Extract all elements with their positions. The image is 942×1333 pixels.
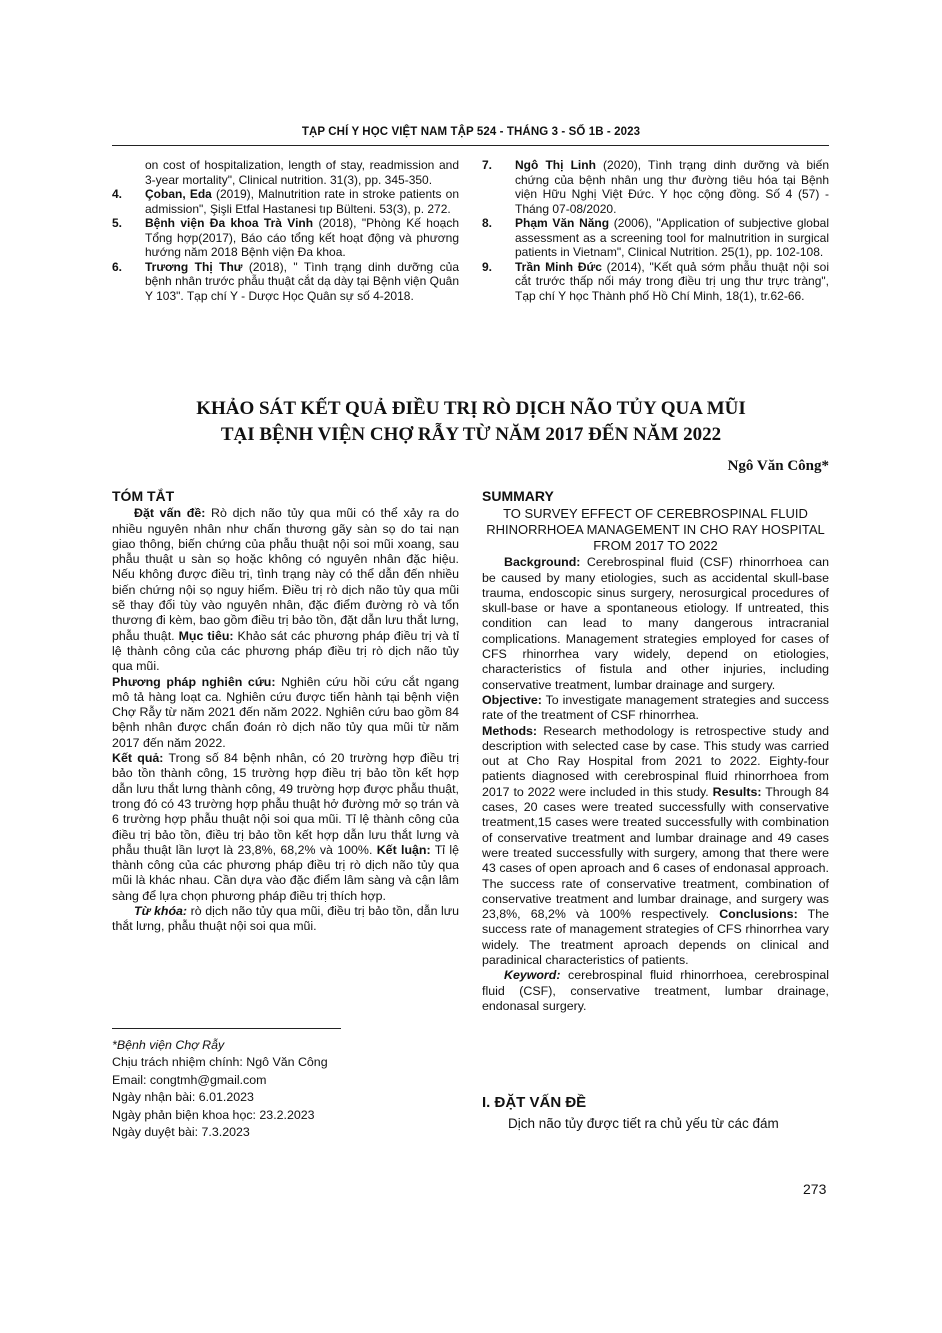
footnote-affiliation: *Bệnh viện Chợ Rẫy	[112, 1038, 225, 1052]
summary-title: TO SURVEY EFFECT OF CEREBROSPINAL FLUID RHINORRHOEA MANAGEMENT IN CHO RAY HOSPITAL FROM 2017 TO 2022	[486, 506, 825, 554]
summary-keywords: Keyword: cerebrospinal fluid rhinorrhoea, cerebrospinal fluid (CSF), conservative treatment, lumbar drainage, endonasal surgery.	[482, 968, 829, 1013]
summary-body: Background: Cerebrospinal fluid (CSF) rhinorrhoea can be caused by many etiologies, such as accidental skull-base trauma, endoscopic sinus surgery, nerosurgical procedures of skull-base or have a spontaneous etiology. If untreated, this condition can lead to many dangerous intracranial complications. Management strategies employed for cases of CFS rhinorrhea vary widely, depend on etiologies, characteristics of fistula and other injuries, including conservative treatment, lumbar drainage and surgery.	[482, 555, 829, 692]
abstract-vietnamese	[112, 489, 459, 935]
intro-text: Dịch não tủy được tiết ra chủ yếu từ các đám	[508, 1116, 779, 1131]
article-title-line1: KHẢO SÁT KẾT QUẢ ĐIỀU TRỊ RÒ DỊCH NÃO TỦY QUA MŨI	[196, 398, 746, 419]
summary-heading: SUMMARY	[482, 488, 554, 504]
reference-item: 4. Çoban, Eda (2019), Malnutrition rate in stroke patients on admission", Şişli Etfal Hastanesi tıp Bülteni. 53(3), p. 272.	[112, 187, 459, 216]
footnote-received: Ngày nhận bài: 6.01.2023	[112, 1090, 254, 1105]
tomtat-keywords: Từ khóa: rò dịch não tủy qua mũi, điều trị bảo tồn, dẫn lưu thắt lưng, phẫu thuật nội soi qua mũi.	[112, 904, 459, 934]
tomtat-methods: Phương pháp nghiên cứu: Nghiên cứu hồi cứu cắt ngang mô tả hàng loạt ca. Nghiên cứu được tiến hành tại bệnh viện Chợ Rẫy từ năm 2021 đến năm 2022. Nghiên cứu bao gồm 84 bệnh nhân được chẩn đoán rò dịch não tủy qua mũi từ năm 2017 đến năm 2022.	[112, 674, 460, 750]
journal-header: TẠP CHÍ Y HỌC VIỆT NAM TẬP 524 - THÁNG 3 - SỐ 1B - 2023	[301, 126, 641, 138]
reference-item: 8. Phạm Văn Năng (2006), "Application of subjective global assessment as a screening tool for malnutrition in surgical patients in Vietnam", Clinical Nutrition. 25(1), pp. 102-108.	[482, 216, 829, 259]
footnote-rule	[112, 1028, 341, 1029]
footnote-approved: Ngày duyệt bài: 7.3.2023	[112, 1125, 250, 1140]
references-right	[482, 158, 829, 303]
reference-item: 7. Ngô Thị Linh (2020), Tình trạng dinh dưỡng và biến chứng của bệnh nhân ung thư đường tiêu hóa tại Bệnh viện Hữu Nghị Việt Đức. Y học cộng đồng. Số 4 (57) - Tháng 07-08/2020.	[482, 158, 830, 216]
reference-item: 5. Bệnh viện Đa khoa Trà Vinh (2018), "Phòng Kế hoạch Tổng hợp(2017), Báo cáo tổng kết hoạt động và phương hướng năm 2018 Bệnh viện Đa khoa.	[112, 216, 459, 259]
reference-item: 6. Trương Thị Thư (2018), " Tình trạng dinh dưỡng của bệnh nhân trước phẫu thuật cắt dạ dày tại Bệnh viện Quân Y 103". Tạp chí Y - Dược Học Quân sự số 4-2018.	[112, 259, 459, 303]
tomtat-results: Kết quả: Trong số 84 bệnh nhân, có 20 trường hợp điều trị bảo tồn thành công, 15 trường hợp điều trị bảo tồn kết hợp dẫn lưu thắt lưng thành công, 49 trường hợp được phẫu thuật, trong đó có 43 trường hợp phẫu thuật hở đường mở sọ trán và 6 trường hợp phẫu thuật nội soi qua mũi. Tỉ lệ thành công của điều trị bảo tồn, điều trị bảo tồn kết hợp dẫn lưu thắt lưng và phẫu thuật lần lượt là 23,8%, 68,2% và 100%. Kết luận: Tỉ lệ thành công của các phương pháp điều trị rò dịch não tủy qua mũi là khác nhau. Cần dựa vào đặc điểm lâm sàng và cận lâm sàng để lựa chọn phương pháp điều trị thích hợp.	[112, 751, 459, 903]
article-author: Ngô Văn Công*	[727, 458, 829, 474]
footnote-responsible: Chịu trách nhiệm chính: Ngô Văn Công	[112, 1055, 328, 1070]
article-title-line2: TẠI BỆNH VIỆN CHỢ RẪY TỪ NĂM 2017 ĐẾN NĂM 2022	[220, 424, 722, 445]
summary-methods: Methods: Research methodology is retrospective study and description with selected case by case. This study was carried out at Cho Ray Hospital from 2021 to 2022. Eighty-four patients diagnosed with cerebrospinal fluid rhinorrhoea from 2017 to 2022 were included in this study. Results: Through 84 cases, 20 cases were treated successfully with conservative treatment,15 cases were treated successfully with combination of conservative treatment and lumbar drainage and 49 cases were treated successfully with surgery, among that there were 43 cases of open aproach and 6 cases of endonasal approach. The success rate of conservative treatment, combination of conservative treatment and lumbar drainage, and surgery was 23,8%, 68,2% và 100% respectively. Conclusions: The success rate of management strategies of CFS rhinorrhea vary widely. The treatment aproach depends on clinical and paradinical characteristics of patients.	[482, 723, 830, 968]
tomtat-body: Đặt vấn đề: Rò dịch não tủy qua mũi có thể xảy ra do nhiều nguyên nhân như chấn thương gãy sàn sọ do tai nạn giao thông, biến chứng của phẫu thuật nội soi mũi xoang, sau phẫu thuật u sàn sọ hoặc không có nguyên nhân đặc hiệu. Nếu không được điều trị, tình trạng này có thể dẫn đến nhiều biến chứng nội sọ nguy hiểm. Điều trị rò dịch não tủy qua mũi sẽ thay đổi tùy vào nguyên nhân, đặc điểm đường rò và tổn thương đi kèm, bao gồm điều trị bảo tồn, đặt dẫn lưu thắt lưng, phẫu thuật. Mục tiêu: Khảo sát các phương pháp điều trị và tỉ lệ thành công của các phương pháp điều trị rò dịch não tủy qua mũi.	[112, 506, 460, 674]
footnote	[112, 1037, 328, 1141]
tomtat-heading: TÓM TẮT	[112, 488, 175, 504]
header-rule	[112, 145, 829, 146]
page-number: 273	[803, 1181, 827, 1197]
reference-item: 9. Trần Minh Đức (2014), "Kết quả sớm phẫu thuật nội soi cắt trước thấp nối máy trong điều trị ung thư trực tràng", Tạp chí Y học Thành phố Hồ Chí Minh, 18(1), tr.62-66.	[482, 259, 829, 303]
abstract-english	[482, 489, 829, 1014]
references-left	[112, 158, 459, 303]
summary-objective: Objective: To investigate management strategies and success rate of the treatment of CSF rhinorrhea.	[482, 692, 829, 723]
reference-item: on cost of hospitalization, length of stay, readmission and 3-year mortality", Clinical nutrition. 31(3), pp. 345-350.	[145, 158, 459, 187]
intro-heading: I. ĐẶT VẤN ĐỀ	[482, 1094, 587, 1111]
article-title	[0, 396, 942, 448]
footnote-reviewed: Ngày phản biện khoa học: 23.2.2023	[112, 1107, 315, 1122]
footnote-email: Email: congtmh@gmail.com	[112, 1072, 267, 1087]
